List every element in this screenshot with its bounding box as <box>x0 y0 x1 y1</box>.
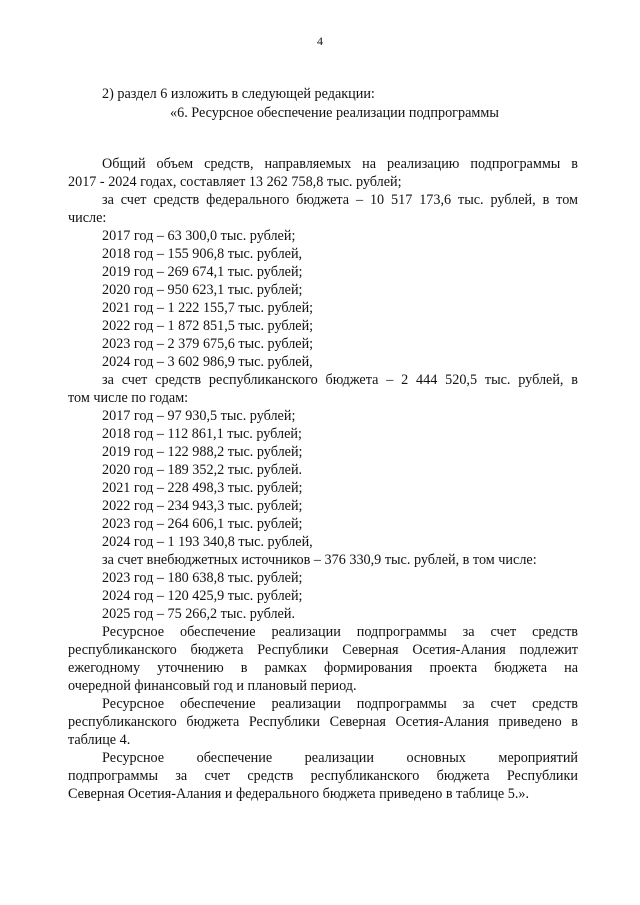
para2-line-3: таблице 4. <box>68 732 131 748</box>
republic-year-2017: 2017 год – 97 930,5 тыс. рублей; <box>102 408 296 424</box>
republic-year-2018: 2018 год – 112 861,1 тыс. рублей; <box>102 426 302 442</box>
para1-line-2: республиканского бюджета Республики Северная Осетия-Алания подлежит <box>68 642 578 658</box>
republic-line-2: том числе по годам: <box>68 390 189 406</box>
para1-line-4: очередной финансовый год и плановый период. <box>68 678 357 694</box>
intro-line: 2) раздел 6 изложить в следующей редакции: <box>102 86 375 102</box>
total-line-2: 2017 - 2024 годах, составляет 13 262 758,8 тыс. рублей; <box>68 174 402 190</box>
extrabudget-year-2024: 2024 год – 120 425,9 тыс. рублей; <box>102 588 303 604</box>
federal-year-2020: 2020 год – 950 623,1 тыс. рублей; <box>102 282 303 298</box>
federal-year-2024: 2024 год – 3 602 986,9 тыс. рублей, <box>102 354 313 370</box>
page-number: 4 <box>317 34 323 48</box>
extrabudget-year-2025: 2025 год – 75 266,2 тыс. рублей. <box>102 606 295 622</box>
para3-line-2: подпрограммы за счет средств республиканского бюджета Республики <box>68 768 578 784</box>
total-line-1: Общий объем средств, направляемых на реализацию подпрограммы в <box>102 156 578 172</box>
para2-line-2: республиканского бюджета Республики Северная Осетия-Алания приведено в <box>68 714 578 730</box>
republic-year-2024: 2024 год – 1 193 340,8 тыс. рублей, <box>102 534 313 550</box>
federal-year-2022: 2022 год – 1 872 851,5 тыс. рублей; <box>102 318 314 334</box>
republic-line-1: за счет средств республиканского бюджета – 2 444 520,5 тыс. рублей, в <box>102 372 578 388</box>
para2-line-1: Ресурсное обеспечение реализации подпрограммы за счет средств <box>102 696 578 712</box>
republic-year-2023: 2023 год – 264 606,1 тыс. рублей; <box>102 516 303 532</box>
federal-line-2: числе: <box>68 210 107 226</box>
federal-year-2019: 2019 год – 269 674,1 тыс. рублей; <box>102 264 303 280</box>
republic-year-2021: 2021 год – 228 498,3 тыс. рублей; <box>102 480 303 496</box>
republic-year-2020: 2020 год – 189 352,2 тыс. рублей. <box>102 462 303 478</box>
federal-line-1: за счет средств федерального бюджета – 10 517 173,6 тыс. рублей, в том <box>102 192 578 208</box>
extrabudget-line-1: за счет внебюджетных источников – 376 330,9 тыс. рублей, в том числе: <box>102 552 537 568</box>
para3-line-1: Ресурсное обеспечение реализации основных мероприятий <box>102 750 578 766</box>
extrabudget-year-2023: 2023 год – 180 638,8 тыс. рублей; <box>102 570 303 586</box>
federal-year-2023: 2023 год – 2 379 675,6 тыс. рублей; <box>102 336 314 352</box>
federal-year-2017: 2017 год – 63 300,0 тыс. рублей; <box>102 228 296 244</box>
section-heading: «6. Ресурсное обеспечение реализации подпрограммы <box>170 105 499 121</box>
para3-line-3: Северная Осетия-Алания и федерального бюджета приведено в таблице 5.». <box>68 786 530 802</box>
republic-year-2019: 2019 год – 122 988,2 тыс. рублей; <box>102 444 303 460</box>
para1-line-3: ежегодному уточнению в рамках формирования проекта бюджета на <box>68 660 578 676</box>
federal-year-2021: 2021 год – 1 222 155,7 тыс. рублей; <box>102 300 314 316</box>
republic-year-2022: 2022 год – 234 943,3 тыс. рублей; <box>102 498 303 514</box>
federal-year-2018: 2018 год – 155 906,8 тыс. рублей, <box>102 246 303 262</box>
para1-line-1: Ресурсное обеспечение реализации подпрограммы за счет средств <box>102 624 578 640</box>
